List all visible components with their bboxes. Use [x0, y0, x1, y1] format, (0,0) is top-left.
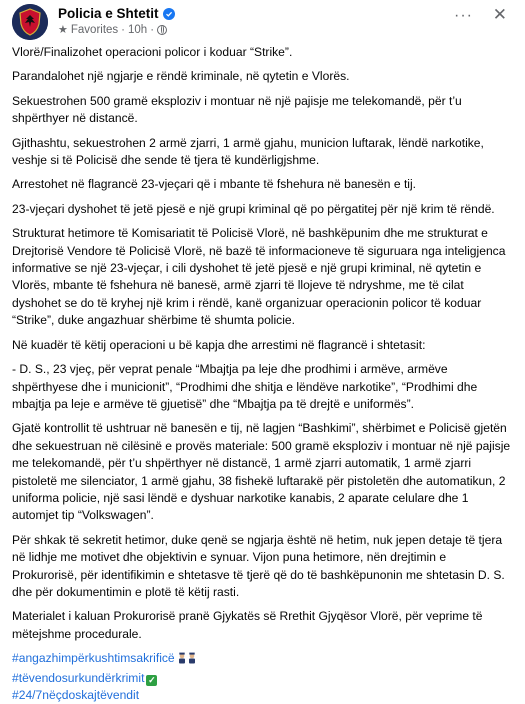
hashtags	[12, 650, 512, 704]
meta-separator: ·	[121, 23, 126, 36]
post-header	[12, 0, 513, 44]
verified-badge-icon	[163, 8, 175, 20]
globe-icon	[157, 25, 167, 35]
post-paragraph: 23-vjeçari dyshohet të jetë pjesë e një grupi kriminal që po përgatitej për një krim të rëndë.	[12, 201, 495, 216]
check-mark-emoji-icon: ✓	[148, 674, 156, 685]
hashtag-link[interactable]	[12, 687, 512, 704]
post-paragraph: Materialet i kaluan Prokurorisë pranë Gjykatës së Rrethit Gjyqësor Vlorë, për veprime të mëtejshme procedurale.	[12, 609, 483, 641]
hashtag-link[interactable]	[12, 650, 512, 669]
more-options-icon[interactable]: ···	[454, 7, 473, 24]
post-paragraph: Sekuestrohen 500 gramë eksploziv i montuar në një pajisje me telekomandë, për t’u shpërthyer në distancë.	[12, 93, 462, 126]
post-paragraph: Gjithashtu, sekuestrohen 2 armë zjarri, 1 armë gjahu, municion luftarak, lëndë narkotike, veshje si të Policisë dhe sende të tjera të kundërligjshme.	[12, 135, 484, 168]
post-paragraph: Vlorë/Finalizohet operacioni policor i koduar “Strike”.	[12, 45, 293, 59]
post-meta	[58, 23, 167, 36]
police-emblem-icon	[12, 4, 48, 40]
favorites-label[interactable]: Favorites	[70, 23, 119, 36]
close-icon[interactable]: ✕	[492, 5, 507, 24]
hashtag-text[interactable]: #24/7nëçdoskajtëvendit	[12, 688, 140, 702]
post-paragraph: Gjatë kontrollit të ushtruar në banesën e tij, në lagjen “Bashkimi”, shërbimet e Policisë gjetën dhe sekuestruan në cilësinë e provës materiale: 500 gramë eksploziv i montuar në një pajisje me telekomandë, për t’u shpërthyer në distancë, 1 armë zjarri automatik, 1 armë zjarri pistoletë me silenciator, 1 armë gjahu, 38 fishekë luftarakë për pistoletën dhe automatikun, 2 uniforma policie, një sasi lëndë e dyshuar narkotike kanabis, 2 aparate celulare dhe 1 automjet tip “Volkswagen”.	[12, 421, 511, 523]
page-name-text[interactable]: Policia e Shtetit	[58, 6, 159, 21]
hashtag-link[interactable]	[12, 670, 512, 687]
post-paragraph: Arrestohet në flagrancë 23-vjeçari që i mbante të fshehura në banesën e tij.	[12, 177, 417, 192]
post-paragraph: Në kuadër të këtij operacioni u bë kapja dhe arrestimi në flagrancë i shtetasit:	[12, 337, 426, 352]
hashtag-text[interactable]: #angazhimpërkushtimsakrificë	[12, 651, 175, 666]
post-timestamp[interactable]: 10h	[128, 23, 148, 36]
post-body	[12, 44, 512, 704]
post-paragraph: Strukturat hetimore të Komisariatit të Policisë Vlorë, në bashkëpunim dhe me strukturat e Drejtorisë Vendore të Policisë Vlorë, në bazë të informacioneve të siguruara nga inteligjenca informative se një 23-vjeçar, i cili dyshohet të jetë pjesë e një grupi kriminal, në qytetin e Vlorës, mbante të fshehura në banesë, armë zjarri të llojeve të ndryshme, me të cilat dyshohet se do të kryhej një krim i rëndë, kanë organizuar operacionin policor të koduar “Strike”, duke angazhuar shërbime të shumta policie.	[12, 226, 506, 328]
post-paragraph: - D. S., 23 vjeç, për veprat penale “Mbajtja pa leje dhe prodhimi i armëve, armëve shpërthyese dhe i municionit”, “Prodhimi dhe shitja e lëndëve narkotike”, “Prodhimi dhe mbajtja pa leje e armëve të gjuetisë” dhe “Mbajtja pa të drejtë e uniformës”.	[12, 362, 478, 411]
meta-separator-2: ·	[150, 23, 155, 36]
page-name[interactable]	[58, 6, 175, 21]
favorites-star-icon: ★	[58, 24, 68, 36]
police-officer-emoji-icon	[177, 652, 197, 669]
post-paragraph: Për shkak të sekretit hetimor, duke qenë se ngjarja është në hetim, nuk jepen detaje të tjera në lidhje me motivet dhe objektivin e synuar. Vijon puna hetimore, nën drejtimin e Prokurorisë, për identifikimin e shtetasve të tjerë që do të bashkëpunonin me shtetasin D. S. dhe për dokumentimin e plotë të këtij rasti.	[12, 532, 505, 599]
page-avatar[interactable]	[12, 4, 48, 40]
post-paragraph: Parandalohet një ngjarje e rëndë kriminale, në qytetin e Vlorës.	[12, 69, 350, 84]
hashtag-text[interactable]: #tëvendosurkundërkrimit	[12, 670, 145, 685]
